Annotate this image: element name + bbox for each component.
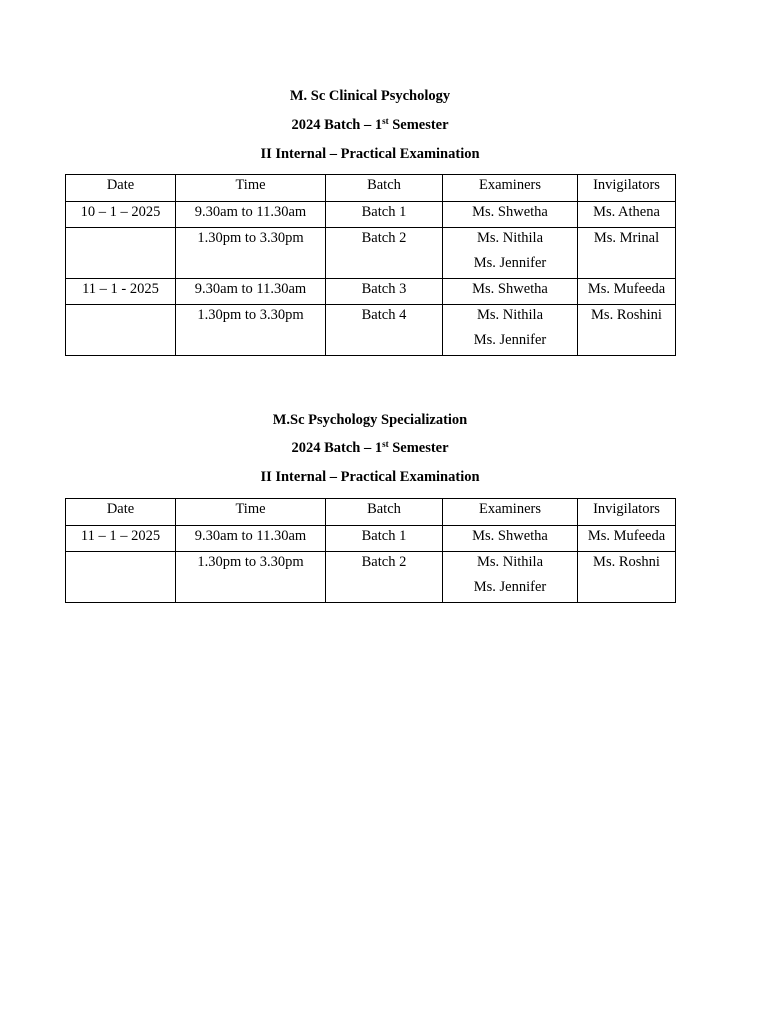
invigilator-cell: Ms. Roshini bbox=[578, 305, 676, 356]
invigilator-cell: Ms. Roshni bbox=[578, 552, 676, 603]
invigilator-cell: Ms. Mufeeda bbox=[578, 526, 676, 552]
date-cell: 11 – 1 - 2025 bbox=[66, 279, 176, 305]
date-cell: 11 – 1 – 2025 bbox=[66, 526, 176, 552]
exam-title: II Internal – Practical Examination bbox=[260, 146, 480, 162]
header-batch: Batch bbox=[326, 175, 443, 202]
header-date: Date bbox=[66, 175, 176, 202]
invigilator-cell: Ms. Mufeeda bbox=[578, 279, 676, 305]
header-time: Time bbox=[176, 499, 326, 526]
table-row bbox=[66, 552, 676, 603]
examiners-cell: Ms. Shwetha bbox=[443, 526, 578, 552]
table-header-row bbox=[66, 499, 676, 526]
header-invigilators: Invigilators bbox=[578, 499, 676, 526]
program-title: M. Sc Clinical Psychology bbox=[289, 88, 451, 104]
header-examiners: Examiners bbox=[443, 175, 578, 202]
semester-label: Semester bbox=[388, 117, 449, 133]
batch-semester-line bbox=[65, 117, 675, 134]
time-cell: 9.30am to 11.30am bbox=[176, 279, 326, 305]
batch-cell: Batch 1 bbox=[326, 202, 443, 228]
semester-label: Semester bbox=[388, 440, 449, 456]
time-cell: 9.30am to 11.30am bbox=[176, 526, 326, 552]
program-title: M.Sc Psychology Specialization bbox=[272, 412, 468, 428]
date-cell: 10 – 1 – 2025 bbox=[66, 202, 176, 228]
time-cell: 1.30pm to 3.30pm bbox=[176, 305, 326, 356]
time-cell: 9.30am to 11.30am bbox=[176, 202, 326, 228]
batch-prefix: 2024 Batch – 1 bbox=[291, 440, 383, 456]
date-cell bbox=[66, 305, 176, 356]
table-row bbox=[66, 526, 676, 552]
table-header-row bbox=[66, 175, 676, 202]
header-invigilators: Invigilators bbox=[578, 175, 676, 202]
exam-title: II Internal – Practical Examination bbox=[260, 469, 480, 485]
batch-cell: Batch 4 bbox=[326, 305, 443, 356]
exam-schedule-table bbox=[65, 498, 676, 603]
examiners-cell: Ms. Nithila Ms. Jennifer bbox=[443, 228, 578, 279]
batch-prefix: 2024 Batch – 1 bbox=[291, 117, 383, 133]
table-row bbox=[66, 202, 676, 228]
batch-semester-line bbox=[65, 440, 675, 457]
examiners-cell: Ms. Shwetha bbox=[443, 279, 578, 305]
batch-cell: Batch 2 bbox=[326, 552, 443, 603]
exam-schedule-table bbox=[65, 174, 676, 356]
header-date: Date bbox=[66, 499, 176, 526]
batch-cell: Batch 1 bbox=[326, 526, 443, 552]
date-cell bbox=[66, 552, 176, 603]
time-cell: 1.30pm to 3.30pm bbox=[176, 552, 326, 603]
time-cell: 1.30pm to 3.30pm bbox=[176, 228, 326, 279]
examiners-cell: Ms. Nithila Ms. Jennifer bbox=[443, 552, 578, 603]
examiners-cell: Ms. Nithila Ms. Jennifer bbox=[443, 305, 578, 356]
batch-cell: Batch 2 bbox=[326, 228, 443, 279]
header-time: Time bbox=[176, 175, 326, 202]
table-row bbox=[66, 305, 676, 356]
ordinal-suffix: st bbox=[382, 439, 389, 449]
table-row bbox=[66, 279, 676, 305]
invigilator-cell: Ms. Mrinal bbox=[578, 228, 676, 279]
header-examiners: Examiners bbox=[443, 499, 578, 526]
date-cell bbox=[66, 228, 176, 279]
invigilator-cell: Ms. Athena bbox=[578, 202, 676, 228]
ordinal-suffix: st bbox=[382, 116, 389, 126]
table-row bbox=[66, 228, 676, 279]
examiners-cell: Ms. Shwetha bbox=[443, 202, 578, 228]
batch-cell: Batch 3 bbox=[326, 279, 443, 305]
header-batch: Batch bbox=[326, 499, 443, 526]
